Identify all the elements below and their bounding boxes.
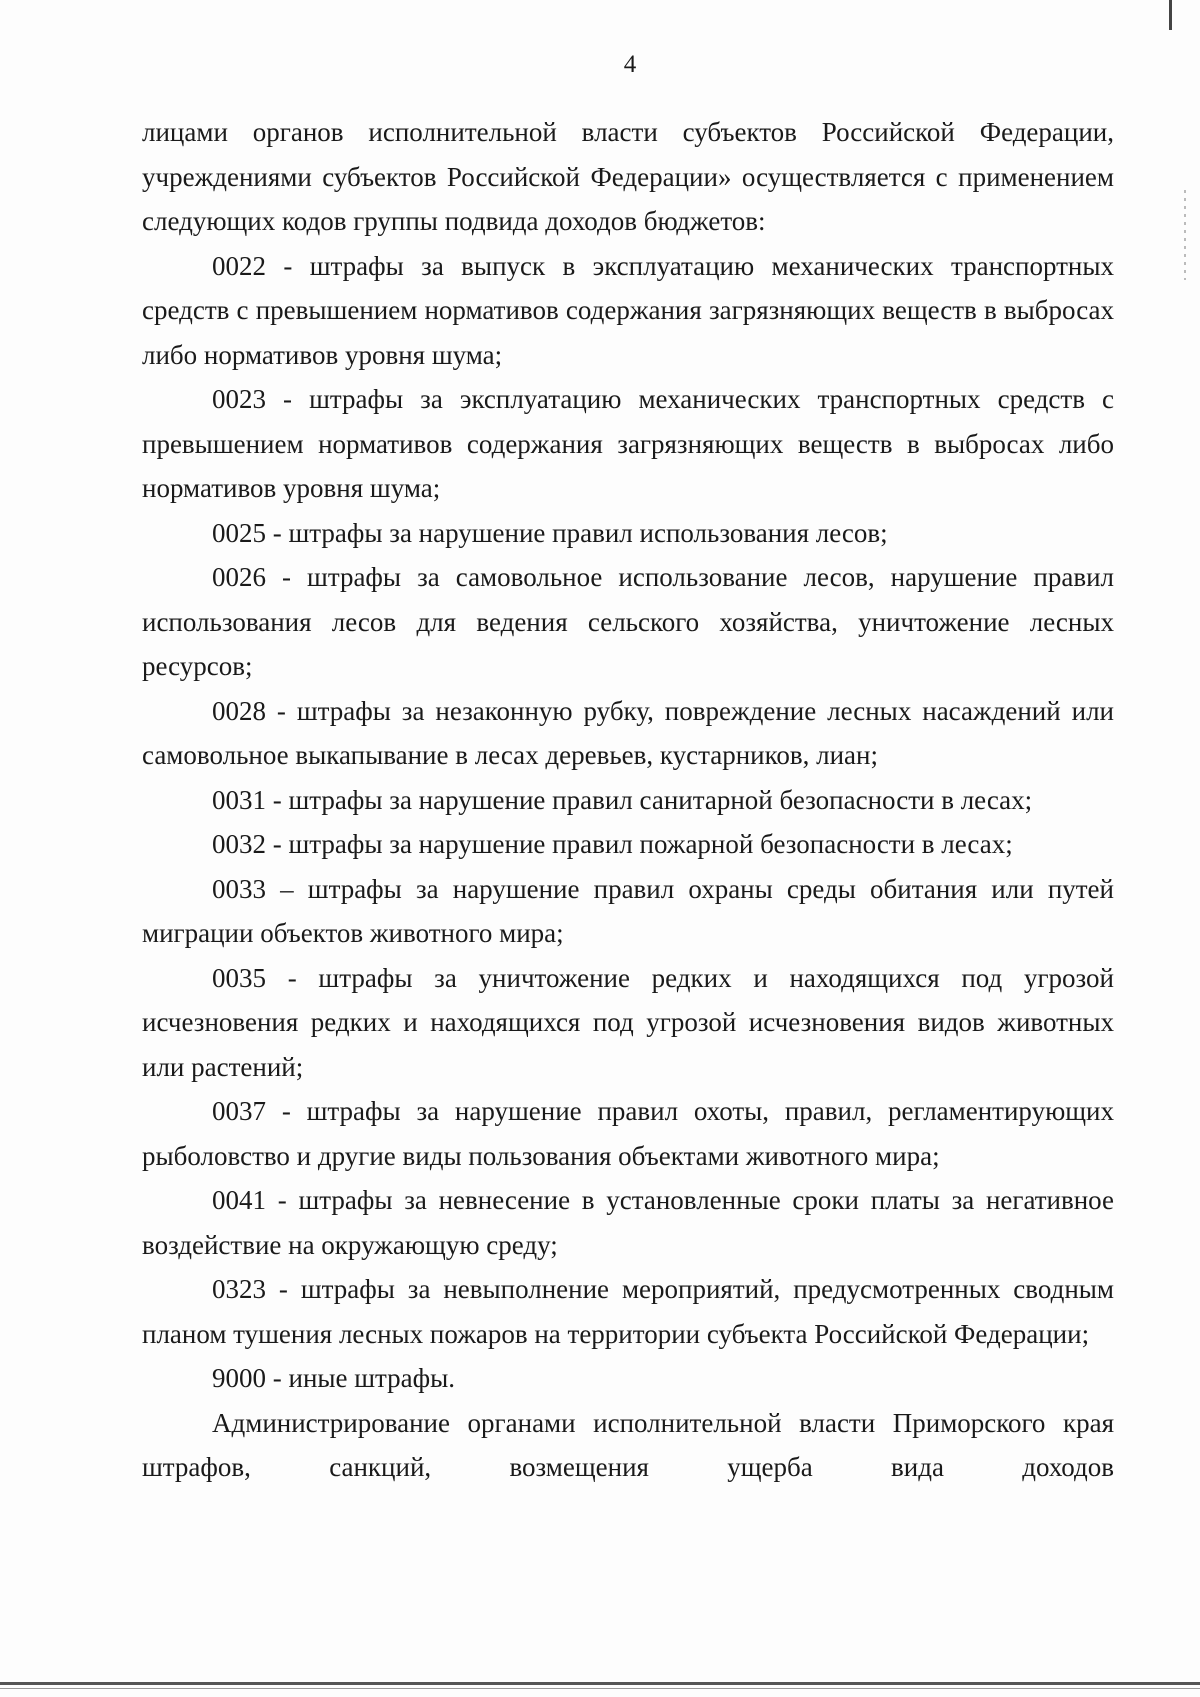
- scan-artifact: [1184, 190, 1186, 280]
- paragraph-intro: лицами органов исполнительной власти субъектов Российской Федерации, учреждениями субъектов Российской Федерации» осуществляется с применением следующих кодов группы подвида доходов бюджетов:: [142, 117, 1114, 236]
- paragraph-code-0032: 0032 - штрафы за нарушение правил пожарной безопасности в лесах;: [212, 829, 1013, 859]
- paragraph-administration: Администрирование органами исполнительной власти Приморского края штрафов, санкций, возмещения ущерба вида доходов: [142, 1407, 1114, 1482]
- paragraph-code-0026: 0026 - штрафы за самовольное использование лесов, нарушение правил использования лесов для ведения сельского хозяйства, уничтожение лесных ресурсов;: [142, 562, 1114, 681]
- paragraph-code-0031: 0031 - штрафы за нарушение правил санитарной безопасности в лесах;: [212, 784, 1033, 815]
- scan-edge-mark: [1169, 0, 1172, 30]
- scan-bottom-edge-shadow: [0, 1688, 1200, 1689]
- paragraph-code-0028: 0028 - штрафы за незаконную рубку, повреждение лесных насаждений или самовольное выкапывание в лесах деревьев, кустарников, лиан;: [142, 695, 1114, 770]
- paragraph-code-9000: 9000 - иные штрафы.: [212, 1363, 456, 1393]
- paragraph-code-0022: 0022 - штрафы за выпуск в эксплуатацию механических транспортных средств с превышением нормативов содержания загрязняющих веществ в выбросах либо нормативов уровня шума;: [142, 250, 1114, 370]
- scan-bottom-edge: [0, 1682, 1200, 1685]
- document-body: [142, 110, 1114, 1490]
- paragraph-code-0037: 0037 - штрафы за нарушение правил охоты, правил, регламентирующих рыболовство и другие виды пользования объектами животного мира;: [142, 1096, 1114, 1171]
- paragraph-code-0033: 0033 – штрафы за нарушение правил охраны среды обитания или путей миграции объектов животного мира;: [142, 873, 1114, 948]
- paragraph-code-0041: 0041 - штрафы за невнесение в установленные сроки платы за негативное воздействие на окружающую среду;: [142, 1185, 1114, 1260]
- paragraph-code-0323: 0323 - штрафы за невыполнение мероприятий, предусмотренных сводным планом тушения лесных пожаров на территории субъекта Российской Федерации;: [142, 1274, 1114, 1349]
- paragraph-code-0025: 0025 - штрафы за нарушение правил использования лесов;: [212, 517, 888, 548]
- paragraph-code-0035: 0035 - штрафы за уничтожение редких и находящихся под угрозой исчезновения редких и находящихся под угрозой исчезновения видов животных или растений;: [142, 962, 1114, 1082]
- paragraph-code-0023: 0023 - штрафы за эксплуатацию механических транспортных средств с превышением нормативов содержания загрязняющих веществ в выбросах либо нормативов уровня шума;: [142, 384, 1114, 503]
- page-number: 4: [623, 51, 637, 78]
